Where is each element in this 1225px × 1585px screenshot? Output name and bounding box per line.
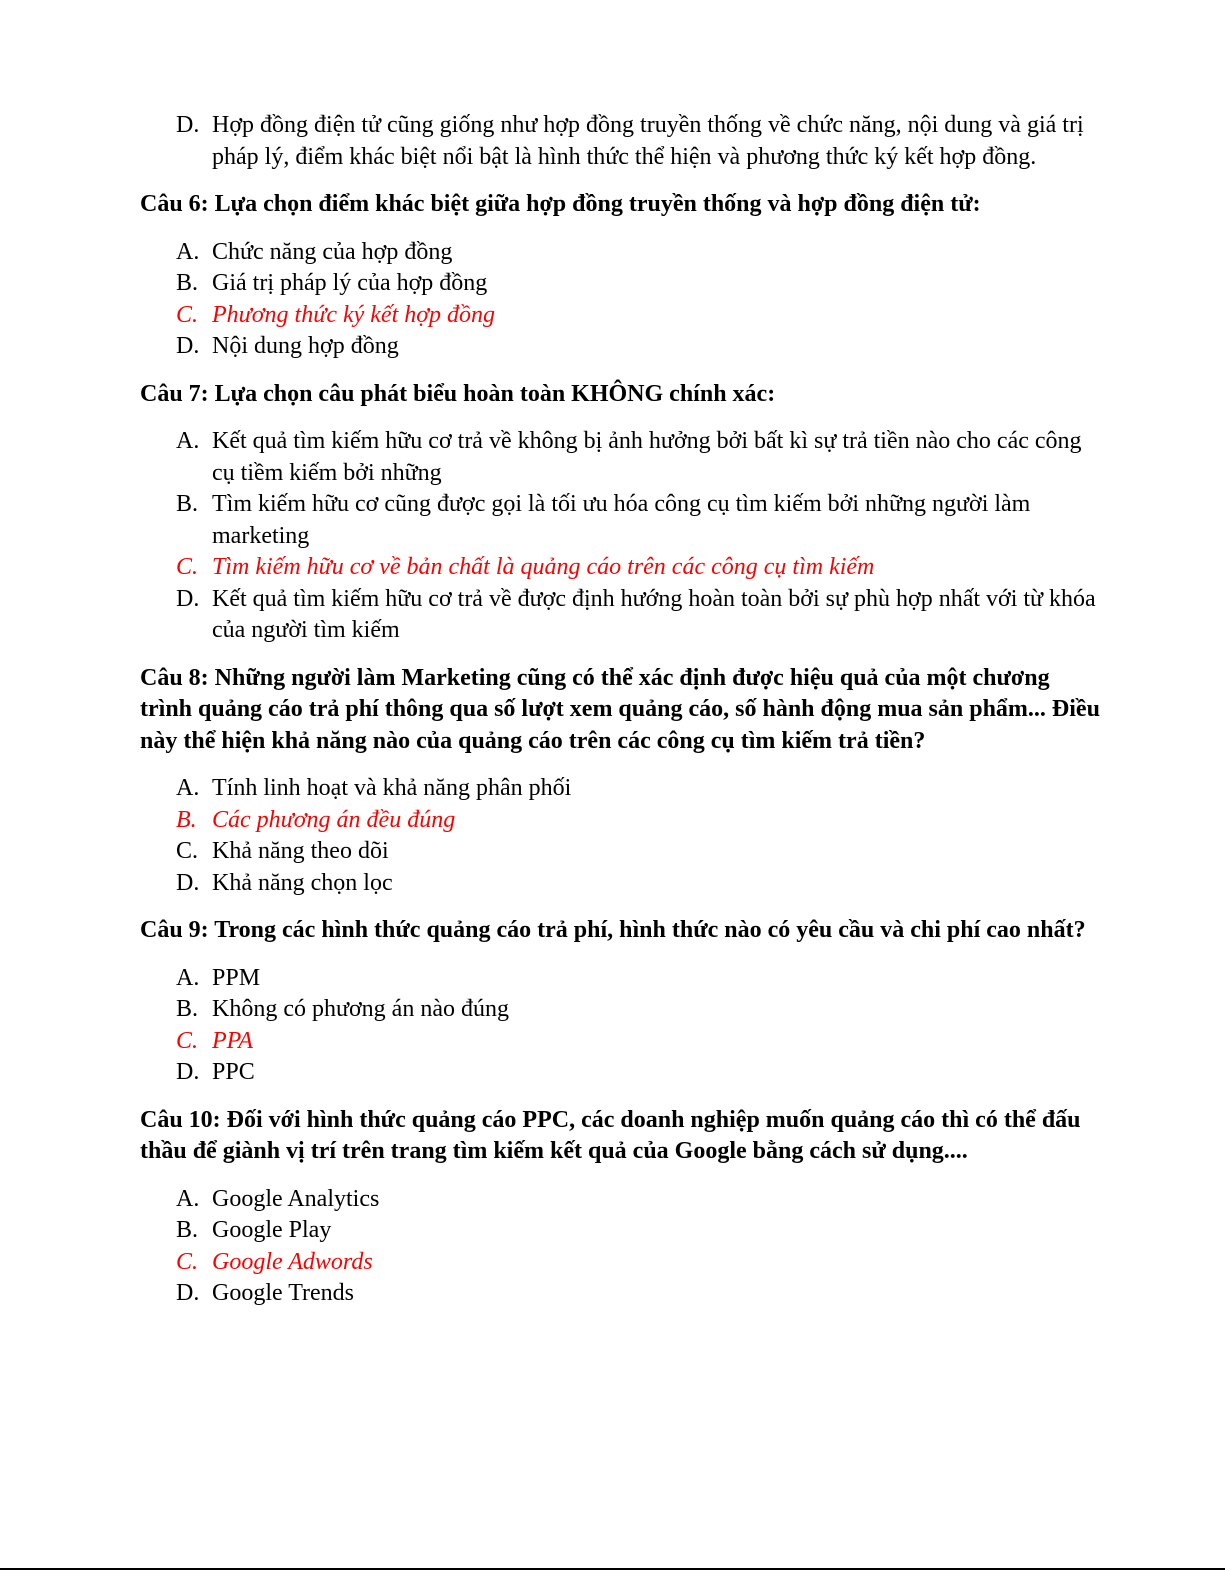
option-item [140, 1184, 1105, 1216]
option-letter: D. [176, 1059, 200, 1085]
option-item [140, 584, 1105, 647]
option-letter: B. [176, 806, 197, 833]
correct-option-item [140, 552, 1105, 584]
correct-option-item [140, 805, 1105, 837]
option-letter: A. [176, 1185, 200, 1212]
option-text: PPC [212, 1059, 255, 1085]
option-text: Kết quả tìm kiếm hữu cơ trả về không bị ảnh hưởng bởi bất kì sự trả tiền nào cho các công cụ tiềm kiếm bởi những [212, 428, 1082, 486]
option-item [140, 994, 1105, 1026]
question-title: Câu 10: Đối với hình thức quảng cáo PPC, các doanh nghiệp muốn quảng cáo thì có thể đấu thầu để giành vị trí trên trang tìm kiếm kết quả của Google bằng cách sử dụng.... [140, 1106, 1081, 1164]
option-item [140, 110, 1105, 173]
option-item [140, 836, 1105, 868]
option-letter: A. [176, 428, 200, 454]
option-text: Giá trị pháp lý của hợp đồng [212, 270, 488, 296]
option-letter: A. [176, 775, 200, 801]
option-list [140, 426, 1105, 647]
page-bottom-rule [0, 1568, 1225, 1570]
correct-option-item [140, 1247, 1105, 1279]
option-text: Kết quả tìm kiếm hữu cơ trả về được định hướng hoàn toàn bởi sự phù hợp nhất với từ khóa của người tìm kiếm [212, 585, 1096, 643]
option-item [140, 331, 1105, 363]
option-text: Phương thức ký kết hợp đồng [212, 301, 496, 328]
question-title: Câu 8: Những người làm Marketing cũng có thể xác định được hiệu quả của một chương trình quảng cáo trả phí thông qua số lượt xem quảng cáo, số hành động mua sản phẩm... Điều này thể hiện khả năng nào của quảng cáo trên các công cụ tìm kiếm trả tiền? [140, 664, 1100, 754]
option-text: Các phương án đều đúng [212, 806, 456, 833]
option-list [140, 1184, 1105, 1310]
option-letter: A. [176, 238, 200, 265]
option-item [140, 426, 1105, 489]
option-item [140, 1215, 1105, 1247]
option-text: Nội dung hợp đồng [212, 333, 399, 359]
correct-option-item [140, 1026, 1105, 1058]
option-text: PPM [212, 964, 261, 991]
option-item [140, 489, 1105, 552]
option-letter: D. [176, 869, 200, 896]
option-text: Không có phương án nào đúng [212, 996, 509, 1022]
correct-option-item [140, 300, 1105, 332]
option-letter: D. [176, 333, 200, 359]
option-text: Google Adwords [212, 1248, 373, 1275]
option-text: Hợp đồng điện tử cũng giống như hợp đồng truyền thống về chức năng, nội dung và giá trị pháp lý, điểm khác biệt nổi bật là hình thức thể hiện và phương thức ký kết hợp đồng. [212, 112, 1084, 170]
option-letter: B. [176, 491, 199, 517]
option-item [140, 268, 1105, 300]
question-title: Câu 7: Lựa chọn câu phát biểu hoàn toàn KHÔNG chính xác: [140, 380, 776, 407]
option-text: Google Trends [212, 1280, 355, 1306]
option-letter: D. [176, 1280, 200, 1306]
option-item [140, 237, 1105, 269]
option-text: Khả năng chọn lọc [212, 869, 393, 896]
option-item [140, 963, 1105, 995]
option-text: Tìm kiếm hữu cơ cũng được gọi là tối ưu hóa công cụ tìm kiếm bởi những người làm marketing [212, 491, 1031, 549]
option-letter: B. [176, 1217, 199, 1243]
document-page [140, 110, 1105, 1310]
option-list [140, 773, 1105, 899]
option-list [140, 963, 1105, 1089]
option-letter: C. [176, 1027, 199, 1054]
option-letter: C. [176, 301, 199, 328]
option-item [140, 868, 1105, 900]
option-text: Google Analytics [212, 1185, 380, 1212]
question-title: Câu 6: Lựa chọn điểm khác biệt giữa hợp đồng truyền thống và hợp đồng điện tử: [140, 191, 981, 217]
intro-option-list [140, 110, 1105, 173]
option-letter: D. [176, 112, 200, 138]
option-text: Khả năng theo dõi [212, 838, 389, 864]
option-letter: B. [176, 996, 199, 1022]
question-title: Câu 9: Trong các hình thức quảng cáo trả phí, hình thức nào có yêu cầu và chi phí cao nhất? [140, 917, 1086, 943]
option-item [140, 1278, 1105, 1310]
option-text: Tìm kiếm hữu cơ về bản chất là quảng cáo trên các công cụ tìm kiếm [212, 554, 875, 580]
option-list [140, 237, 1105, 363]
option-letter: C. [176, 1248, 199, 1275]
option-item [140, 1057, 1105, 1089]
option-letter: A. [176, 964, 200, 991]
option-item [140, 773, 1105, 805]
option-text: Chức năng của hợp đồng [212, 238, 453, 265]
option-letter: C. [176, 838, 199, 864]
option-letter: D. [176, 585, 200, 612]
option-letter: C. [176, 554, 199, 580]
option-text: Tính linh hoạt và khả năng phân phối [212, 775, 572, 801]
option-text: PPA [212, 1027, 253, 1054]
option-letter: B. [176, 270, 199, 296]
option-text: Google Play [212, 1217, 332, 1243]
